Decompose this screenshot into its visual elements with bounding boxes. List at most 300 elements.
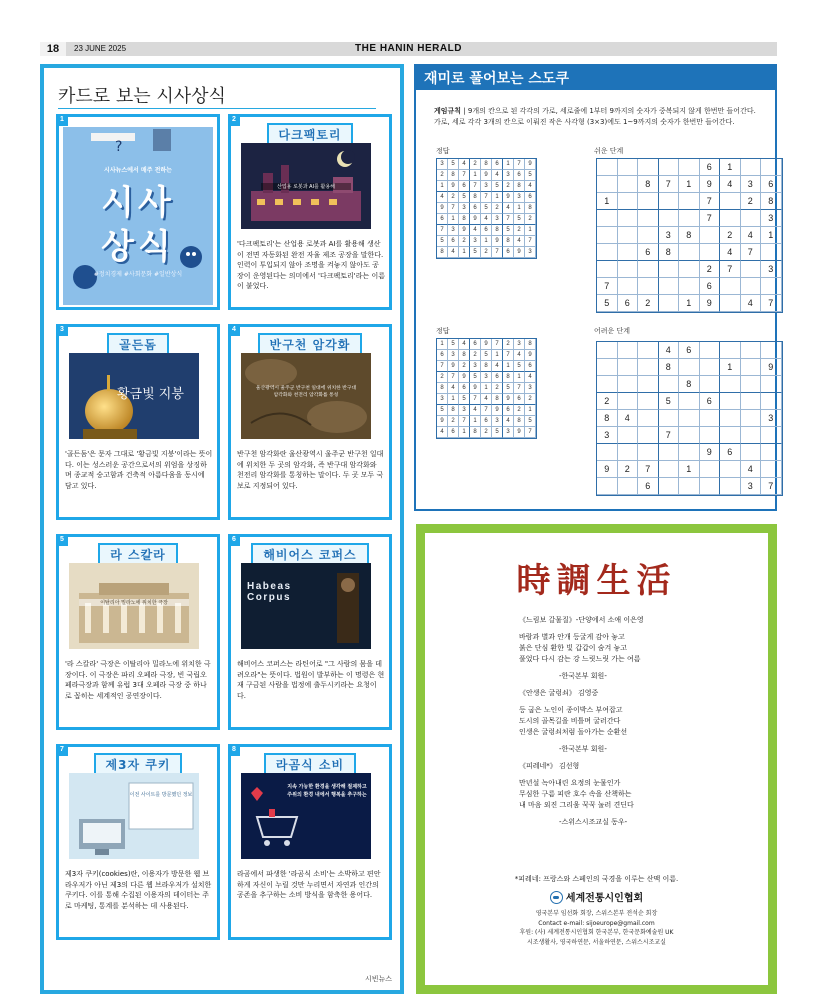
organization [425, 889, 768, 904]
sudoku-cell [679, 359, 700, 376]
picture-caption: 지속 가능한 환경을 생각해 절제하고 주위의 환경 내에서 행복을 추구하는 [287, 784, 367, 798]
sudoku-cell [761, 427, 782, 444]
sudoku-cell: 6 [437, 350, 448, 361]
sudoku-cell: 9 [470, 383, 481, 394]
answer-label-2: 정답 [436, 327, 450, 335]
sudoku-cell [618, 444, 639, 461]
sudoku-cell: 3 [437, 394, 448, 405]
sudoku-cell: 9 [503, 394, 514, 405]
sudoku-cell [761, 461, 782, 478]
sudoku-cell: 7 [525, 236, 536, 247]
card-number: 8 [228, 744, 240, 756]
footer-contact: Contact e-mail: sijoeurope@gmail.com [538, 919, 655, 927]
sudoku-cell: 9 [514, 427, 525, 438]
sudoku-cell: 2 [470, 159, 481, 170]
easy-sudoku-grid [596, 158, 783, 313]
sudoku-cell: 4 [720, 176, 741, 193]
sudoku-cell: 1 [679, 461, 700, 478]
card-title: 라곰식 소비 [264, 753, 356, 776]
sudoku-cell [679, 410, 700, 427]
sudoku-cell: 8 [437, 383, 448, 394]
sudoku-cell [761, 159, 782, 176]
sudoku-cell: 7 [459, 416, 470, 427]
sudoku-cell: 4 [741, 295, 762, 312]
sudoku-cell [679, 193, 700, 210]
sudoku-cell: 4 [525, 372, 536, 383]
sudoku-cell: 7 [741, 244, 762, 261]
sudoku-cell: 7 [481, 405, 492, 416]
sudoku-cell [618, 393, 639, 410]
sudoku-cell [741, 393, 762, 410]
card-number: 4 [228, 324, 240, 336]
sudoku-cell: 3 [741, 478, 762, 495]
sudoku-cell: 1 [514, 372, 525, 383]
sudoku-cell: 4 [448, 247, 459, 258]
sudoku-cell: 1 [597, 193, 618, 210]
poem-line: -스위스시조교실 동우- [559, 818, 628, 826]
sudoku-cell: 4 [459, 339, 470, 350]
card-title: 다크팩토리 [267, 123, 354, 146]
poem-line: 인생은 굴렁쇠처럼 돌아가는 순환선 [519, 728, 628, 736]
sudoku-cell: 4 [470, 405, 481, 416]
sudoku-cell: 2 [470, 350, 481, 361]
sudoku-cell: 9 [481, 170, 492, 181]
sijo-panel [416, 524, 777, 994]
sudoku-cell [741, 342, 762, 359]
courtroom-illustration [241, 563, 371, 649]
sudoku-cell: 8 [761, 193, 782, 210]
sudoku-cell: 3 [448, 350, 459, 361]
sudoku-cell: 1 [525, 405, 536, 416]
sudoku-cell: 3 [761, 210, 782, 227]
sudoku-cell [659, 410, 680, 427]
sudoku-cell [597, 227, 618, 244]
association-logo-icon [550, 891, 563, 904]
sudoku-cell: 9 [492, 405, 503, 416]
sudoku-cell: 2 [437, 372, 448, 383]
sudoku-cell: 9 [700, 176, 721, 193]
card-picture [69, 773, 199, 859]
sudoku-cell [741, 210, 762, 227]
sudoku-cell: 6 [481, 416, 492, 427]
sudoku-cell: 9 [437, 203, 448, 214]
sudoku-cell [618, 176, 639, 193]
sudoku-cell: 1 [525, 225, 536, 236]
sudoku-cell: 1 [514, 203, 525, 214]
sudoku-cell: 5 [481, 350, 492, 361]
sudoku-cell: 8 [481, 159, 492, 170]
poem-footer [425, 909, 768, 947]
sudoku-cell: 5 [503, 383, 514, 394]
sudoku-cell: 7 [761, 295, 782, 312]
sudoku-cell [597, 478, 618, 495]
sudoku-cell: 1 [481, 383, 492, 394]
sudoku-cell: 7 [597, 278, 618, 295]
sudoku-cell: 4 [659, 342, 680, 359]
sudoku-cell: 5 [448, 339, 459, 350]
sudoku-cell [659, 461, 680, 478]
sudoku-cell [700, 342, 721, 359]
card-number: 2 [228, 114, 240, 126]
sudoku-cell [659, 376, 680, 393]
sudoku-cell [618, 376, 639, 393]
sudoku-cell [597, 176, 618, 193]
sudoku-cell [741, 278, 762, 295]
sudoku-cell: 4 [492, 170, 503, 181]
sudoku-cell [638, 227, 659, 244]
sudoku-cell [659, 261, 680, 278]
card-8 [228, 744, 392, 940]
cover-tags: #정치경제 #사회문화 #일반상식 [93, 271, 183, 278]
poem-line: 붉은 단심 환한 빛 갑갑이 숨겨 놓고 [519, 644, 628, 652]
sudoku-cell: 3 [761, 410, 782, 427]
sudoku-cell: 8 [459, 214, 470, 225]
sudoku-cell: 4 [437, 427, 448, 438]
sudoku-cell: 2 [492, 203, 503, 214]
sudoku-cell: 9 [525, 159, 536, 170]
picture-caption: 산업용 로봇과 AI를 활용해 [261, 183, 351, 190]
sudoku-cell: 7 [659, 176, 680, 193]
sudoku-cell: 9 [514, 247, 525, 258]
card-title: 라 스칼라 [98, 543, 178, 566]
poem-line: 무심한 구름 피란 호수 속을 산책하는 [519, 790, 632, 798]
sudoku-cell: 3 [659, 227, 680, 244]
sudoku-cell: 4 [525, 181, 536, 192]
rule-label: 게임규칙 [434, 107, 462, 115]
sudoku-cell: 1 [448, 214, 459, 225]
sudoku-cell [597, 359, 618, 376]
sudoku-cell: 4 [503, 203, 514, 214]
sudoku-rules: 게임규칙 | 9개의 칸으로 된 각각의 가로, 세로줄에 1부터 9까지의 숫자가 중복되지 않게 한번만 들어간다. 가로, 세로 각각 3개의 칸으로 이뤄진 작은 사각형 (3×3)에도 1~9까지의 숫자가 한번만 들어간다. [434, 107, 756, 126]
card-number: 6 [228, 534, 240, 546]
sudoku-cell: 7 [700, 193, 721, 210]
card-5 [56, 534, 220, 730]
issue-date: 23 JUNE 2025 [74, 44, 127, 53]
svg-text:?: ? [115, 139, 123, 155]
sudoku-cell [741, 444, 762, 461]
sudoku-cell [679, 427, 700, 444]
poem-line: 도시의 골목길을 비틀며 굴러간다 [519, 717, 621, 725]
sudoku-cell [597, 244, 618, 261]
cover-big-1: 시사 [101, 183, 175, 223]
sudoku-cell: 7 [437, 361, 448, 372]
sudoku-cell [679, 478, 700, 495]
hard-label: 어려운 단계 [594, 327, 631, 335]
sudoku-cell [597, 342, 618, 359]
card-title: 골든돔 [107, 333, 169, 356]
sudoku-cell: 6 [700, 393, 721, 410]
sudoku-cell: 7 [470, 394, 481, 405]
sudoku-cell [638, 261, 659, 278]
sudoku-cell: 5 [459, 394, 470, 405]
sudoku-cell: 8 [448, 170, 459, 181]
sudoku-cell [700, 410, 721, 427]
sudoku-cell: 1 [470, 170, 481, 181]
sudoku-cell: 2 [700, 261, 721, 278]
sudoku-cell: 7 [720, 261, 741, 278]
sudoku-cell: 1 [720, 359, 741, 376]
sudoku-cell: 5 [448, 159, 459, 170]
sudoku-cell [741, 376, 762, 393]
poem-line: 만년설 녹아내린 요정의 눈물인가 [519, 779, 621, 787]
sudoku-cell: 2 [597, 393, 618, 410]
sudoku-cell [597, 210, 618, 227]
sudoku-cell: 8 [597, 410, 618, 427]
picture-caption: 황금빛 지붕 [117, 387, 184, 402]
sudoku-cell [638, 427, 659, 444]
title-divider [58, 108, 376, 109]
sudoku-cell: 1 [481, 236, 492, 247]
card-3 [56, 324, 220, 520]
sudoku-cell: 7 [448, 372, 459, 383]
sudoku-cell [597, 159, 618, 176]
sudoku-cell: 1 [761, 227, 782, 244]
sudoku-cell: 2 [741, 193, 762, 210]
sudoku-cell: 2 [481, 427, 492, 438]
sudoku-cell: 2 [618, 461, 639, 478]
sudoku-cell [638, 410, 659, 427]
card-description: '골든돔'은 문자 그대로 '황금빛 지붕'이라는 뜻이다. 이는 성스러운 공간으로서의 위엄을 상징하며 종교적 숭고함과 건축적 아름다움을 동시에 담고 있다. [65, 450, 213, 490]
sudoku-cell: 5 [514, 214, 525, 225]
sudoku-cell [720, 461, 741, 478]
sudoku-cell: 8 [679, 227, 700, 244]
card-number: 5 [56, 534, 68, 546]
sudoku-cell [679, 393, 700, 410]
sijo-title: 時調生活 [516, 561, 677, 601]
sudoku-cell: 7 [481, 192, 492, 203]
sudoku-cell: 1 [503, 159, 514, 170]
sudoku-cell: 3 [503, 427, 514, 438]
sudoku-cell: 1 [679, 176, 700, 193]
sudoku-cell: 2 [525, 214, 536, 225]
sudoku-cell: 3 [459, 405, 470, 416]
sudoku-cell: 7 [503, 214, 514, 225]
sudoku-cell: 3 [514, 192, 525, 203]
sudoku-cell: 2 [503, 181, 514, 192]
sudoku-cell: 7 [700, 210, 721, 227]
card-news-title: 카드로 보는 시사상식 [58, 86, 226, 107]
sudoku-cell [618, 278, 639, 295]
sudoku-cell [761, 244, 782, 261]
sudoku-cell [720, 210, 741, 227]
sudoku-cell [679, 244, 700, 261]
sudoku-cell: 2 [481, 247, 492, 258]
sudoku-cell: 4 [514, 236, 525, 247]
sudoku-cell: 6 [448, 236, 459, 247]
sudoku-cell [659, 295, 680, 312]
sudoku-cell: 2 [448, 416, 459, 427]
sudoku-cell: 6 [503, 405, 514, 416]
sudoku-cell: 4 [720, 244, 741, 261]
sudoku-cell: 2 [638, 295, 659, 312]
sudoku-cell: 1 [437, 181, 448, 192]
sudoku-cell [638, 376, 659, 393]
sudoku-cell [761, 444, 782, 461]
sudoku-cell: 6 [492, 159, 503, 170]
sudoku-cell: 4 [741, 461, 762, 478]
sudoku-cell: 2 [459, 236, 470, 247]
sudoku-cell: 9 [470, 214, 481, 225]
sudoku-cell [741, 427, 762, 444]
sudoku-cell [700, 427, 721, 444]
poem-line: 《피레네*》 김선형 [519, 762, 580, 770]
sudoku-cell [720, 410, 741, 427]
sudoku-cell [679, 278, 700, 295]
poem-line: 《느림보 갈물질》-단양에서 소애 이은영 [519, 616, 644, 624]
organization-name: 세계전통시인협회 [565, 893, 644, 904]
sudoku-cell: 3 [459, 203, 470, 214]
poem-line: 바람과 별과 안개 등굴게 감아 놓고 [519, 633, 625, 641]
card-picture [69, 563, 199, 649]
sudoku-cell: 4 [459, 159, 470, 170]
sudoku-cell: 1 [492, 350, 503, 361]
sudoku-cell [700, 227, 721, 244]
sudoku-cell: 3 [525, 383, 536, 394]
sudoku-cell: 8 [481, 361, 492, 372]
sudoku-cell: 8 [638, 176, 659, 193]
sudoku-cell: 2 [514, 225, 525, 236]
sudoku-cell: 1 [720, 159, 741, 176]
sudoku-cell: 3 [597, 427, 618, 444]
sudoku-cell: 3 [437, 159, 448, 170]
sudoku-cell: 6 [514, 170, 525, 181]
sudoku-cell: 2 [448, 192, 459, 203]
sudoku-cell: 4 [448, 383, 459, 394]
sudoku-cell: 6 [700, 159, 721, 176]
sudoku-cell [618, 342, 639, 359]
sudoku-cell: 6 [514, 394, 525, 405]
footer-line-3: 후원: (사) 세계전통시인협회 한국본부, 한국문화예술원 UK [519, 929, 674, 936]
sudoku-cell: 8 [470, 427, 481, 438]
sudoku-cell [597, 261, 618, 278]
sudoku-cell [597, 444, 618, 461]
sudoku-cell: 8 [679, 376, 700, 393]
sudoku-cell [618, 227, 639, 244]
picture-caption: Habeas Corpus [247, 581, 292, 603]
card-news-panel [40, 64, 404, 994]
sudoku-cell: 9 [700, 444, 721, 461]
sudoku-cell: 9 [481, 339, 492, 350]
sudoku-cell [741, 410, 762, 427]
sudoku-cell [720, 478, 741, 495]
opera-house-illustration [69, 563, 199, 649]
sudoku-cell: 8 [503, 372, 514, 383]
sudoku-cell [720, 193, 741, 210]
sudoku-cell: 8 [492, 394, 503, 405]
sudoku-cell: 8 [525, 339, 536, 350]
card-4 [228, 324, 392, 520]
card-6 [228, 534, 392, 730]
sudoku-cell [638, 193, 659, 210]
card-description: '다크팩토리'는 산업용 로봇과 AI를 활용해 생산이 전면 자동화된 완전 자율 제조 공장을 말한다. 인력이 투입되지 않아 조명을 켜놓지 않아도 공장이 운영된다는 의미에서 '다크팩토리'라는 이름이 붙었다. [237, 240, 385, 290]
card-picture [69, 353, 199, 439]
card-7 [56, 744, 220, 940]
sudoku-cell: 9 [700, 295, 721, 312]
sudoku-cell [618, 478, 639, 495]
sudoku-cell: 8 [470, 192, 481, 203]
sudoku-cell: 8 [437, 247, 448, 258]
sudoku-cell: 4 [514, 350, 525, 361]
sudoku-cell [618, 427, 639, 444]
sudoku-cell: 7 [761, 478, 782, 495]
sudoku-cell [659, 444, 680, 461]
sudoku-cell: 3 [492, 214, 503, 225]
sudoku-cell: 6 [525, 192, 536, 203]
sudoku-cell: 6 [720, 444, 741, 461]
sudoku-cell: 1 [492, 192, 503, 203]
sudoku-cell: 2 [459, 361, 470, 372]
sudoku-cell: 7 [437, 225, 448, 236]
sudoku-cell: 7 [492, 247, 503, 258]
card-1 [56, 114, 220, 310]
sudoku-cell: 4 [492, 361, 503, 372]
sudoku-cell: 9 [597, 461, 618, 478]
sudoku-cell: 9 [761, 359, 782, 376]
sudoku-cell: 9 [448, 361, 459, 372]
sudoku-cell: 1 [470, 416, 481, 427]
rule-text: 9개의 칸으로 된 각각의 가로, 세로줄에 1부터 9까지의 숫자가 중복되지 않게 한번만 들어간다. 가로, 세로 각각 3개의 칸으로 이뤄진 작은 사각형 (3×3)에도 1~9까지의 숫자가 한번만 들어간다. [434, 107, 756, 126]
sudoku-cell [720, 427, 741, 444]
sudoku-cell: 7 [525, 427, 536, 438]
sudoku-cell [618, 359, 639, 376]
sudoku-title: 재미로 풀어보는 스도쿠 [424, 71, 569, 87]
sudoku-cell: 4 [470, 225, 481, 236]
poem-line: -한국본부 회원- [559, 745, 607, 753]
sudoku-cell: 6 [700, 278, 721, 295]
sudoku-cell [618, 193, 639, 210]
sudoku-cell [659, 193, 680, 210]
sudoku-cell: 3 [470, 236, 481, 247]
footer-line-1: 영국본부 임선화 회장, 스위스본부 전석순 회장 [535, 910, 658, 917]
sudoku-cell: 7 [470, 181, 481, 192]
sudoku-cell [741, 359, 762, 376]
sudoku-cell: 3 [514, 339, 525, 350]
sudoku-cell: 3 [448, 225, 459, 236]
card-2 [228, 114, 392, 310]
poem-line: -한국본부 회원- [559, 672, 607, 680]
card-title: 제3자 쿠키 [94, 753, 183, 776]
sudoku-cell: 6 [679, 342, 700, 359]
card-picture [241, 563, 371, 649]
sudoku-cell: 6 [761, 176, 782, 193]
sudoku-cell: 5 [659, 393, 680, 410]
sudoku-cell: 3 [481, 181, 492, 192]
sudoku-cell: 5 [437, 236, 448, 247]
sudoku-cell: 8 [503, 236, 514, 247]
sudoku-cell: 5 [503, 225, 514, 236]
card-description: 제3자 쿠키(cookies)란, 이용자가 방문한 웹 브라우저가 아닌 제3의 다른 웹 브라우저가 설치한 쿠키다. 이를 통해 수집된 이용자의 데이터는 주로 마케팅, 통계를 분석하는 데 사용된다. [65, 870, 212, 910]
sudoku-cell: 8 [514, 416, 525, 427]
sudoku-cell: 3 [492, 416, 503, 427]
sudoku-cell [720, 342, 741, 359]
sudoku-cell [700, 478, 721, 495]
sudoku-cell [700, 244, 721, 261]
sudoku-cell: 5 [597, 295, 618, 312]
sudoku-cell: 7 [514, 159, 525, 170]
sudoku-cell: 8 [514, 181, 525, 192]
sudoku-cell: 2 [437, 170, 448, 181]
sudoku-cell [638, 210, 659, 227]
sudoku-cell: 6 [503, 247, 514, 258]
sudoku-cell: 1 [459, 427, 470, 438]
poem-line: 풀었다 다시 감는 강 느릿느릿 가는 여름 [519, 655, 641, 663]
sudoku-cell: 9 [459, 372, 470, 383]
computer-illustration [69, 773, 199, 859]
sudoku-cell: 5 [492, 181, 503, 192]
sudoku-cell: 5 [459, 192, 470, 203]
sijo-poems [519, 615, 759, 828]
sudoku-cell [679, 261, 700, 278]
